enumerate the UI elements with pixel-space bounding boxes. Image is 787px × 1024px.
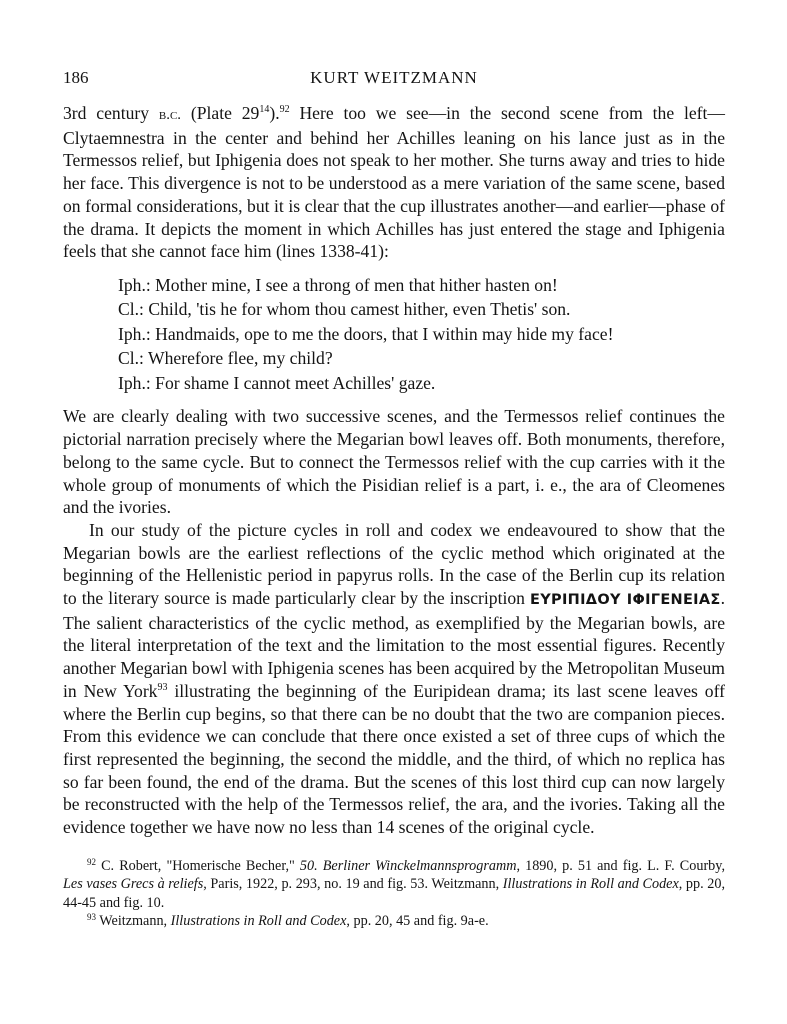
verse-speaker: Iph.:: [118, 323, 151, 344]
verse-quotation: [118, 273, 725, 396]
paragraph-2: We are clearly dealing with two successive scenes, and the Termessos relief continues the pictorial narration precisely where the Megarian bowl leaves off. Both monuments, therefore, belong to the same cycle. But to connect the Termessos relief with the cup carries with it the whole group of monuments of which the Pisidian relief is a part, i. e., the ara of Cleomenes and the ivories.: [63, 406, 725, 518]
verse-speaker: Iph.:: [118, 372, 151, 393]
verse-speaker: Iph.:: [118, 274, 151, 295]
verse-line: [118, 371, 725, 396]
running-head: KURT WEITZMANN: [310, 68, 478, 87]
verse-line: [118, 297, 725, 322]
verse-speaker: Cl.:: [118, 348, 144, 369]
verse-line: [118, 273, 725, 298]
verse-text: Child, 'tis he for whom thou camest hither, even Thetis' son.: [148, 299, 571, 320]
paragraph-3: In our study of the picture cycles in roll and codex we endeavoured to show that the Megarian bowls are the earliest reflections of the cyclic method which originated at the beginning of the Hellenistic period in papyrus rolls. In the case of the Berlin cup its relation to the literary source is made particularly clear by the inscription ΕΥΡΙΠΙΔΟΥ ΙΦΙΓΕΝΕΙΑΣ. The salient characteristics of the cyclic method, as exemplified by the Megarian bowls, are the literal interpretation of the text and the limitation to the most essential figures. Recently another Megarian bowl with Iphigenia scenes has been acquired by the Metropolitan Museum in New York$^{93}$ illustrating the beginning of the Euripidean drama; its last scene leaves off where the Berlin cup begins, so that there can be no doubt that the two are companion pieces. From this evidence we can conclude that there once existed a set of three cups of which the first represented the beginning, the second the middle, and the third, of which no replica has so far been found, the end of the drama. But the scenes of this lost third cup can now largely be reconstructed with the help of the Termessos relief, the ara, and the ivories. Taking all the evidence together we have now no less than 14 scenes of the original cycle.: [63, 519, 725, 838]
verse-text: Handmaids, ope to me the doors, that I within may hide my face!: [155, 323, 614, 344]
footnotes: [63, 857, 725, 931]
page-header: [63, 64, 725, 94]
plate-superscript: 14: [259, 104, 270, 115]
footnote-number: 92: [87, 856, 96, 867]
verse-speaker: Cl.:: [118, 299, 144, 320]
page-number: 186: [63, 68, 89, 87]
footnote-93: $^{93}$ Weitzmann, Illustrations in Roll and Codex, pp. 20, 45 and fig. 9a-e.: [87, 912, 489, 930]
small-caps-bc: b.c.: [158, 107, 182, 123]
verse-text: Mother mine, I see a throng of men that hither hasten on!: [155, 274, 558, 295]
footnote-92: $^{92}$ C. Robert, "Homerische Becher," 50. Berliner Winckelmannsprogramm, 1890, p. 51 and fig. L. F. Courby, Les vases Grecs à reliefs, Paris, 1922, p. 293, no. 19 and fig. 53. Weitzmann, Illustrations in Roll and Codex, pp. 20, 44-45 and fig. 10.: [63, 856, 725, 911]
verse-line: [118, 322, 725, 347]
paragraph-1: 3rd century b.c. (Plate $29^{14}).^{92}$ Here too we see—in the second scene from the left—Clytaemnestra in the center and behind her Achilles leaning on his lance just as in the Termessos relief, but Iphigenia does not speak to her mother. She turns away and tries to hide her face. This divergence is not to be understood as a mere variation of the same scene, based on formal considerations, but it is clear that the cup illustrates another—and earlier—phase of the drama. It depicts the moment in which Achilles has just entered the stage and Iphigenia feels that she cannot face him (lines 1338-41):: [63, 103, 725, 262]
footnote-ref-92[interactable]: 92: [279, 104, 290, 115]
book-page: [63, 64, 725, 931]
verse-text: For shame I cannot meet Achilles' gaze.: [155, 372, 436, 393]
footnote-number: 93: [87, 912, 96, 923]
verse-text: Wherefore flee, my child?: [148, 348, 333, 369]
footnote-ref-93[interactable]: 93: [157, 681, 168, 693]
verse-line: [118, 346, 725, 371]
greek-inscription: ΕΥΡΙΠΙΔΟΥ ΙΦΙΓΕΝΕΙΑΣ: [530, 592, 721, 609]
